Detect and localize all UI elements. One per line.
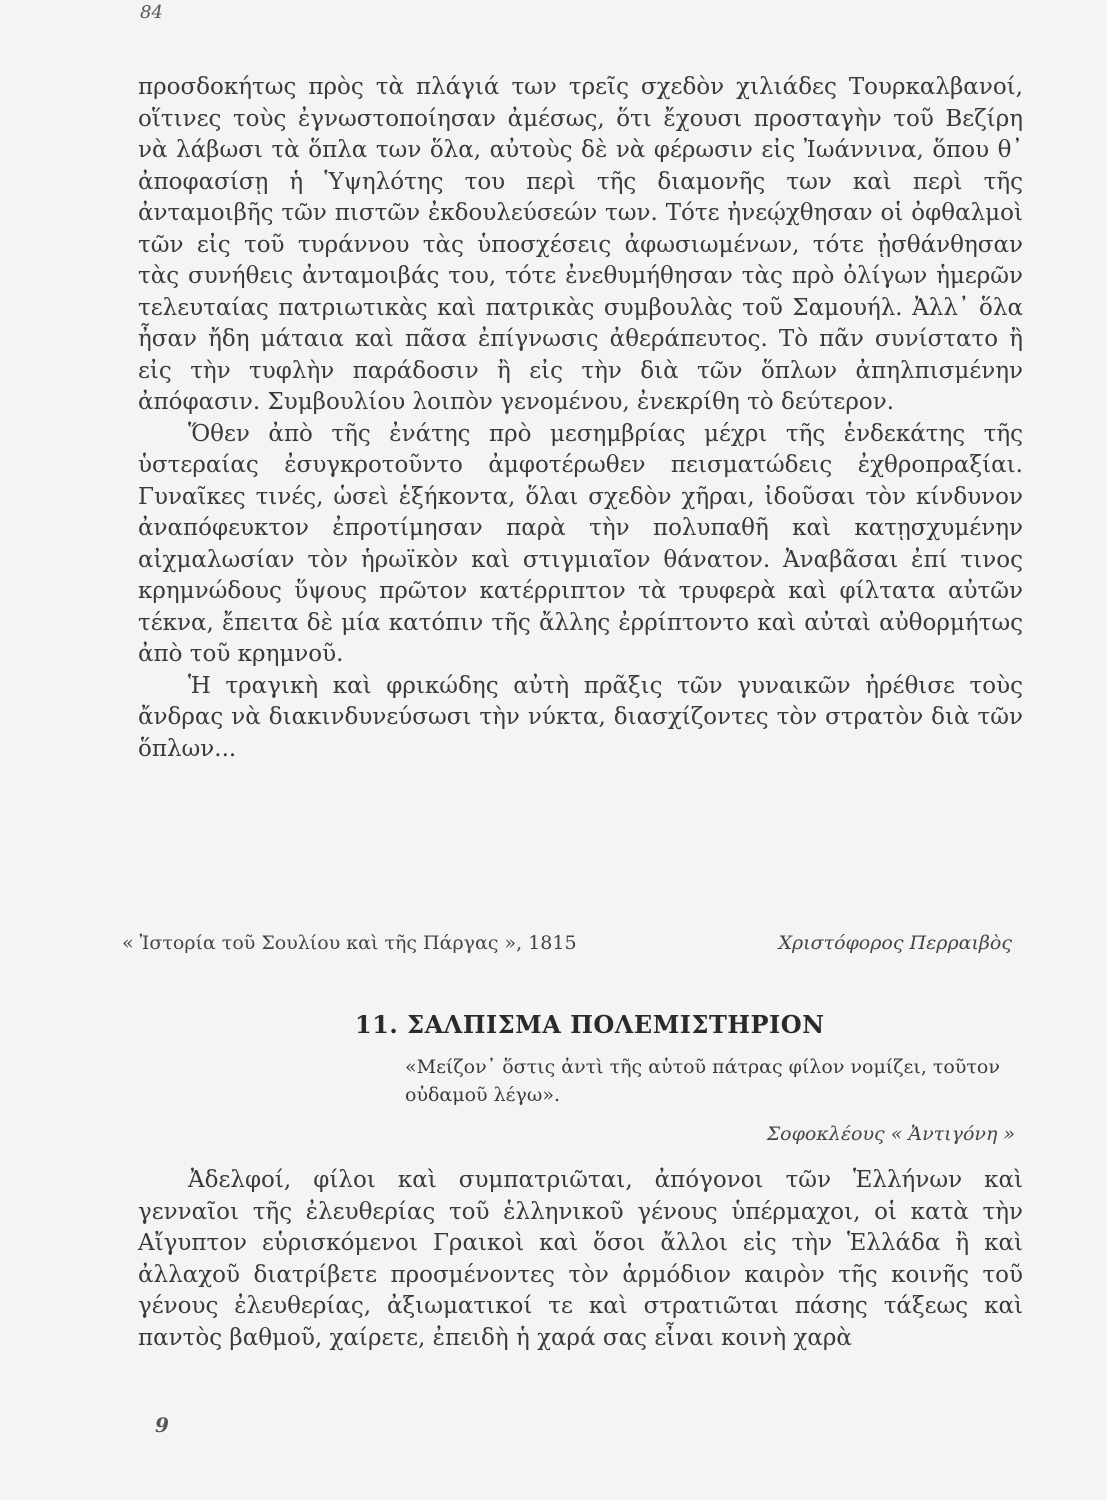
section-heading: 11. ΣΑΛΠΙΣΜΑ ΠΟΛΕΜΙΣΤΗΡΙΟΝ xyxy=(355,1010,825,1039)
epigraph-source: Σοφοκλέους « Ἀντιγόνη » xyxy=(766,1123,1015,1145)
citation-work: « Ἱστορία τοῦ Σουλίου καὶ τῆς Πάργας », 1815 xyxy=(122,932,577,954)
epigraph: «Μείζον᾽ ὅστις ἀντὶ τῆς αὑτοῦ πάτρας φίλον νομίζει, τοῦτον οὐδαμοῦ λέγω». xyxy=(405,1056,1000,1106)
citation-author: Χριστόφορος Περραιβὸς xyxy=(778,932,1012,954)
paragraph: Ἡ τραγικὴ καὶ φρικώδης αὐτὴ πρᾶξις τῶν γυναικῶν ἠρέθισε τοὺς ἄνδρας νὰ διακινδυνεύσωσι τὴν νύκτα, διασχίζοντες τὸν στρατὸν διὰ τῶν ὅπλων... xyxy=(138,672,1023,762)
passage-1 xyxy=(138,72,1023,765)
paragraph: Ἀδελφοί, φίλοι καὶ συμπατριῶται, ἀπόγονοι τῶν Ἑλλήνων καὶ γενναῖοι τῆς ἐλευθερίας τοῦ ἑλληνικοῦ γένους ὑπέρμαχοι, οἱ κατὰ τὴν Αἴγυπτον εὑρισκόμενοι Γραικοὶ καὶ ὅσοι ἄλλοι εἰς τὴν Ἑλλάδα ἢ καὶ ἀλλαχοῦ διατρίβετε προσμένοντες τὸν ἁρμόδιον καιρὸν τῆς κοινῆς τοῦ γένους ἐλευθερίας, ἀξιωματικοί τε καὶ στρατιῶται πάσης τάξεως καὶ παντὸς βαθμοῦ, χαίρετε, ἐπειδὴ ἡ χαρά σας εἶναι κοινὴ χαρὰ xyxy=(138,1167,1023,1351)
signature-mark: 9 xyxy=(155,1413,169,1437)
page-number: 84 xyxy=(140,2,163,23)
passage-2 xyxy=(138,1165,1023,1354)
paragraph: προσδοκήτως πρὸς τὰ πλάγιά των τρεῖς σχεδὸν χιλιάδες Τουρκαλβανοί, οἵτινες τοὺς ἐγνωστοποίησαν ἀμέσως, ὅτι ἔχουσι προσταγὴν τοῦ Βεζίρη νὰ λάβωσι τὰ ὅπλα των ὅλα, αὐτοὺς δὲ νὰ φέρωσιν εἰς Ἰωάννινα, ὅπου θ᾽ ἀποφασίσῃ ἡ Ὑψηλότης του περὶ τῆς διαμονῆς των καὶ περὶ τῆς ἀνταμοιβῆς τῶν πιστῶν ἐκδουλεύσεών των. Τότε ἠνεῴχθησαν οἱ ὀφθαλμοὶ τῶν εἰς τοῦ τυράννου τὰς ὑποσχέσεις ἀφωσιωμένων, τότε ᾐσθάνθησαν τὰς συνήθεις ἀνταμοιβάς του, τότε ἐνεθυμήθησαν τὰς πρὸ ὀλίγων ἡμερῶν τελευταίας πατριωτικὰς καὶ πατρικὰς συμβουλὰς τοῦ Σαμουήλ. Ἀλλ᾽ ὅλα ἦσαν ἤδη μάταια καὶ πᾶσα ἐπίγνωσις ἀθεράπευτος. Τὸ πᾶν συνίστατο ἢ εἰς τὴν τυφλὴν παράδοσιν ἢ εἰς τὴν διὰ τῶν ὅπλων ἀπηλπισμένην ἀπόφασιν. Συμβουλίου λοιπὸν γενομένου, ἐνεκρίθη τὸ δεύτερον. xyxy=(138,74,1023,415)
paragraph: Ὅθεν ἀπὸ τῆς ἐνάτης πρὸ μεσημβρίας μέχρι τῆς ἑνδεκάτης τῆς ὑστεραίας ἐσυγκροτοῦντο ἀμφοτέρωθεν πεισματώδεις ἐχθροπραξίαι. Γυναῖκες τινές, ὡσεὶ ἑξήκοντα, ὅλαι σχεδὸν χῆραι, ἰδοῦσαι τὸν κίνδυνον ἀναπόφευκτον ἐπροτίμησαν παρὰ τὴν πολυπαθῆ καὶ κατῃσχυμένην αἰχμαλωσίαν τὸν ἡρωϊκὸν καὶ στιγμιαῖον θάνατον. Ἀναβᾶσαι ἐπί τινος κρημνώδους ὕψους πρῶτον κατέρριπτον τὰ τρυφερὰ καὶ φίλτατα αὐτῶν τέκνα, ἔπειτα δὲ μία κατόπιν τῆς ἄλλης ἐρρίπτοντο καὶ αὐταὶ αὐθορμήτως ἀπὸ τοῦ κρημνοῦ. xyxy=(138,420,1023,667)
